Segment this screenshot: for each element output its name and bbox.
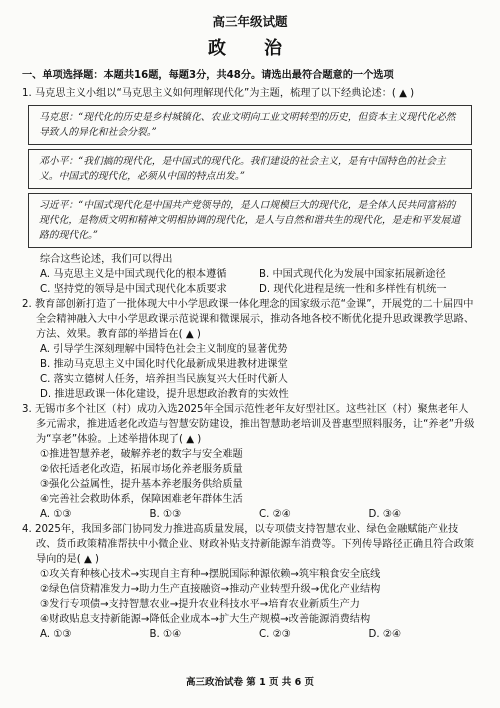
question-4	[22, 522, 478, 642]
option-a[interactable]: A. ①③	[40, 509, 72, 520]
path-3: ③发行专项债→支持智慧农业→提升农业科技水平→培育农业新质生产力	[40, 599, 360, 610]
question-2-stem: 2. 教育部创新打造了一批体现大中小学思政课一体化理念的国家级示范“金课”，开展党的二十届四中全会精神融入大中小学思政课示范说课和微课展示，推动各地各校不断优化提升思政课教学思路、方法、效果。教育部的举措旨在( ▲ )	[22, 299, 475, 340]
question-3-stem: 3. 无锡市多个社区（村）成功入选2025年全国示范性老年友好型社区。这些社区（村）聚焦老年人多元需求，推进适老化改造与智慧安防建设，推出智慧助老培训及普惠型照料服务，让“养老”升级为“享老”体验。上述举措体现了( ▲ )	[22, 404, 475, 445]
option-a[interactable]: A. ①③	[40, 629, 72, 640]
option-b[interactable]: B. 推动马克思主义中国化时代化最新成果进教材进课堂	[40, 359, 288, 370]
statement-4: ④完善社会救助体系，保障困难老年群体生活	[40, 494, 243, 505]
option-b[interactable]: B. ①④	[149, 629, 182, 640]
section-heading: 一、单项选择题：本题共16题，每题3分，共48分。请选出最符合题意的一个选项	[22, 70, 394, 81]
option-b[interactable]: B. 中国式现代化为发展中国家拓展新途径	[259, 269, 446, 280]
path-4: ④财政贴息支持新能源→降低企业成本→扩大生产规模→改善能源消费结构	[40, 614, 371, 625]
option-c[interactable]: C. ②④	[259, 509, 291, 520]
option-b[interactable]: B. ①③	[149, 509, 182, 520]
question-1	[22, 86, 478, 297]
question-4-options	[40, 627, 478, 642]
exam-title: 高三年级试题	[212, 14, 288, 29]
option-d[interactable]: D. ③④	[368, 509, 402, 520]
question-2	[22, 297, 478, 402]
path-2: ②绿色信贷精准发力→助力生产直接融资→推动产业转型升级→优化产业结构	[40, 584, 381, 595]
question-1-options	[40, 267, 478, 297]
question-3-options	[40, 507, 478, 522]
statement-1: ①推进智慧养老，破解养老的数字与安全难题	[40, 449, 243, 460]
page-footer: 高三政治试卷 第 1 页 共 6 页	[185, 677, 315, 688]
question-4-stem: 4. 2025年，我国多部门协同发力推进高质量发展，以专项债支持智慧农业、绿色金融赋能产业技改、货币政策精准帮扶中小微企业、财政补贴支持新能源车消费等。下列传导路径正确且符合政策导向的是( ▲ )	[22, 524, 475, 565]
quote-box-marx: 马克思：“现代化的历史是乡村城镇化、农业文明向工业文明转型的历史，但资本主义现代化必然导致人的异化和社会分裂。”	[28, 105, 472, 145]
statement-3: ③强化公益属性，提升基本养老服务供给质量	[40, 479, 243, 490]
quote-box-deng: 邓小平：“我们搞的现代化，是中国式的现代化。我们建设的社会主义，是有中国特色的社会主义。中国式的现代化，必须从中国的特点出发。”	[28, 149, 472, 189]
statement-2: ②依托适老化改造，拓展市场化养老服务质量	[40, 464, 243, 475]
option-c[interactable]: C. 坚持党的领导是中国式现代化本质要求	[40, 284, 227, 295]
question-3	[22, 402, 478, 522]
question-1-stem: 1. 马克思主义小组以“马克思主义如何理解现代化”为主题，梳理了以下经典论述：( ▲ )	[22, 88, 415, 99]
option-a[interactable]: A. 马克思主义是中国式现代化的根本遵循	[40, 269, 227, 280]
question-1-lead: 综合这些论述，我们可以得出	[40, 254, 173, 265]
option-d[interactable]: D. ②④	[368, 629, 402, 640]
quote-boxes	[22, 105, 478, 248]
exam-subject: 政 治	[208, 38, 292, 59]
option-a[interactable]: A. 引导学生深刻理解中国特色社会主义制度的显著优势	[40, 344, 288, 355]
option-d[interactable]: D. 推进思政课一体化建设，提升思想政治教育的实效性	[40, 389, 289, 400]
option-c[interactable]: C. ②③	[259, 629, 291, 640]
option-d[interactable]: D. 现代化进程是统一性和多样性有机统一	[259, 284, 447, 295]
option-c[interactable]: C. 落实立德树人任务，培养担当民族复兴大任时代新人	[40, 374, 288, 385]
path-1: ①攻关育种核心技术→实现自主育种→摆脱国际种源依赖→筑牢粮食安全底线	[40, 569, 381, 580]
quote-box-xi: 习近平：“中国式现代化是中国共产党领导的，是人口规模巨大的现代化，是全体人民共同富裕的现代化，是物质文明和精神文明相协调的现代化，是人与自然和谐共生的现代化，是走和平发展道路的现代化。”	[28, 193, 472, 248]
